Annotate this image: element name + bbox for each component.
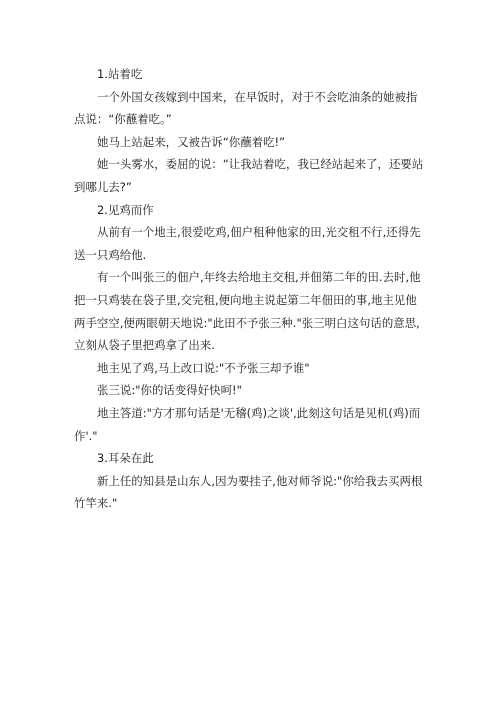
paragraph: 新上任的知县是山东人,因为要挂子,他对师爷说:"你给我去买两根竹竿来."	[74, 473, 423, 511]
paragraph: 地主见了鸡,马上改口说:"不予张三却予谁"	[97, 360, 310, 375]
paragraph: 有一个叫张三的佃户,年终去给地主交租,并佃第二年的田.去时,他把一只鸡装在袋子里,交完租,便向地主说起第二年佃田的事,地主见他两手空空,便两眼朝天地说:"此田不予张三种."张三明白这句话的意思,立刻从袋子里把鸡拿了出来.	[74, 270, 421, 353]
section-heading-2: 2.见鸡而作	[97, 202, 154, 217]
paragraph: 地主答道:"方才那句话是'无稽(鸡)之谈',此刻这句话是见机(鸡)而作'."	[74, 405, 421, 443]
paragraph: 一个外国女孩嫁到中国来，在早饭时，对于不会吃油条的她被指点说：“你蘸着吃。”	[74, 89, 418, 127]
paragraph: 她一头雾水，委屈的说：“让我站着吃，我已经站起来了，还要站到哪儿去?”	[74, 157, 424, 194]
paragraph: 从前有一个地主,很爱吃鸡,佃户租种他家的田,光交租不行,还得先送一只鸡给他.	[74, 225, 421, 262]
paragraph: 张三说:"你的话变得好快呵!"	[97, 383, 242, 398]
paragraph: 她马上站起来，又被告诉“你蘸着吃!”	[97, 134, 286, 149]
section-heading-1: 1.站着吃	[97, 67, 143, 81]
section-heading-3: 3.耳朵在此	[97, 451, 154, 466]
document-page	[74, 63, 424, 515]
